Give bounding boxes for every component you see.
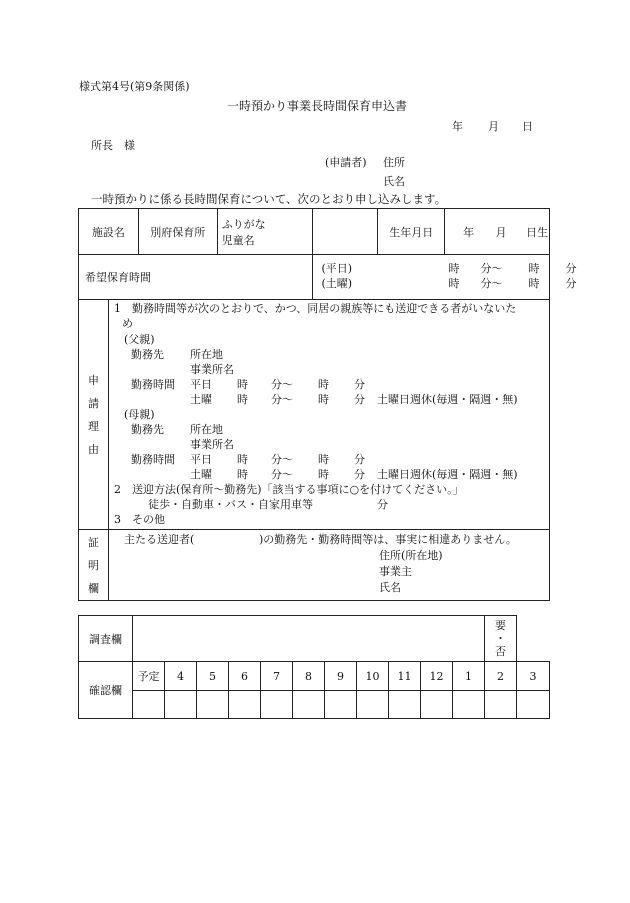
month-header: 10 [357,662,389,691]
date-month-label: 月 [488,120,499,133]
reason-label-char: 理 [87,419,99,433]
date-day-label: 日 [522,120,533,133]
intro-text: 一時預かりに係る長時間保育について、次のとおり申し込みします。 [91,192,447,206]
desired-time-field[interactable] [313,255,577,300]
cert-employer-label: 事業主 [378,565,412,578]
month-header: 11 [389,662,421,691]
child-name-field[interactable] [313,209,378,255]
cert-label-char: 証 [87,535,99,549]
saturday-label: (土曜) [321,277,353,290]
month-header: 12 [421,662,453,691]
month-header: 8 [293,662,325,691]
weekday-from-minute: 分〜 [480,262,503,275]
father-label: (父親) [123,333,155,346]
cert-address-label: 住所(所在地) [378,549,443,562]
mother-office-label: 事業所名 [189,438,234,451]
reason-3: 3 その他 [113,513,165,526]
confirm-cell[interactable] [517,691,550,719]
form-number: 様式第4号(第9条関係) [79,80,190,93]
survey-field[interactable] [133,616,485,662]
father-weekday: 平日 [189,378,212,391]
application-table [78,208,577,601]
confirm-cell[interactable] [389,691,421,719]
need-label-char: 要 [495,619,506,632]
father-weekday-from-hour: 時 [236,378,248,391]
confirm-cell[interactable] [165,691,197,719]
confirm-cell[interactable] [197,691,229,719]
reason-label-char: 申 [87,373,99,387]
mother-weekday-to-hour: 時 [317,453,329,466]
month-header: 1 [453,662,485,691]
father-saturday: 土曜 [189,393,212,406]
mother-saturday: 土曜 [189,468,212,481]
weekday-from-hour: 時 [448,262,460,275]
mother-hours-label: 勤務時間 [130,453,175,466]
mother-label: (母親) [123,408,155,421]
father-saturday-from-hour: 時 [236,393,248,406]
month-header: 6 [229,662,261,691]
father-weekday-to-minute: 分 [353,378,365,391]
father-workplace-label: 勤務先 [130,348,164,361]
confirm-cell[interactable] [261,691,293,719]
cert-text-2: )の勤務先・勤務時間等は、事実に相違ありません。 [258,533,517,546]
applicant-label: (申請者) [325,156,367,169]
weekday-to-minute: 分 [565,262,577,275]
date-year-label: 年 [452,120,463,133]
mother-saturday-holiday: 土曜日週休(毎週・隔週・無) [376,468,518,481]
father-hours-label: 勤務時間 [130,378,175,391]
desired-time-label: 希望保育時間 [79,255,313,300]
father-saturday-holiday: 土曜日週休(毎週・隔週・無) [376,393,518,406]
birth-year-label: 年 [463,225,475,239]
mother-saturday-to-minute: 分 [353,468,365,481]
birth-month-label: 月 [495,225,507,239]
confirm-label: 確認欄 [79,662,133,719]
cert-label-char: 欄 [87,581,99,595]
weekday-label: (平日) [321,262,353,275]
child-name-label-cell [217,209,313,255]
reason-1-cont: め [121,317,133,330]
confirm-cell[interactable] [485,691,517,719]
father-weekday-from-minute: 分〜 [270,378,293,391]
reason-label-char: 由 [87,442,99,456]
schedule-label: 予定 [133,662,165,691]
confirm-cell[interactable] [421,691,453,719]
father-weekday-to-hour: 時 [317,378,329,391]
furigana-label: ふりがな [221,217,266,231]
month-header: 4 [165,662,197,691]
weekday-to-hour: 時 [528,262,540,275]
father-office-label: 事業所名 [189,363,234,376]
month-header: 2 [485,662,517,691]
need-label-char: 否 [495,645,506,658]
saturday-from-hour: 時 [448,277,460,290]
saturday-to-hour: 時 [528,277,540,290]
address-label: 住所 [383,156,405,169]
child-name-label: 児童名 [221,233,255,247]
reason-label-char: 請 [87,396,99,410]
confirm-cell[interactable] [453,691,485,719]
transport-options: 徒歩・自動車・バス・自家用車等 [147,498,313,511]
need-label [485,616,517,662]
mother-weekday-from-minute: 分〜 [270,453,293,466]
mother-saturday-from-minute: 分〜 [270,468,293,481]
father-saturday-to-minute: 分 [353,393,365,406]
month-header: 9 [325,662,357,691]
mother-saturday-from-hour: 時 [236,468,248,481]
mother-saturday-to-hour: 時 [317,468,329,481]
facility-label: 施設名 [79,209,139,255]
mother-weekday-from-hour: 時 [236,453,248,466]
father-saturday-to-hour: 時 [317,393,329,406]
confirm-cell[interactable] [229,691,261,719]
office-use-table [78,615,550,719]
birthdate-label: 生年月日 [378,209,445,255]
survey-label: 調査欄 [79,616,133,662]
transport-minutes: 分 [376,498,388,511]
mother-location-label: 所在地 [189,423,223,436]
cert-label-char: 明 [87,558,99,572]
confirm-cell[interactable] [325,691,357,719]
mother-weekday-to-minute: 分 [353,453,365,466]
confirm-cell[interactable] [133,691,165,719]
reason-content [108,300,549,530]
father-location-label: 所在地 [189,348,223,361]
page-title: 一時預かり事業長時間保育申込書 [227,99,408,113]
mother-workplace-label: 勤務先 [130,423,164,436]
cert-text-1: 主たる送迎者( [123,533,195,546]
name-label: 氏名 [383,175,405,188]
facility-value: 別府保育所 [138,209,217,255]
saturday-to-minute: 分 [565,277,577,290]
mother-weekday: 平日 [189,453,212,466]
saturday-from-minute: 分〜 [480,277,503,290]
reason-1: 1 勤務時間等が次のとおりで、かつ、同居の親族等にも送迎できる者がいないた [113,302,517,315]
cert-name-label: 氏名 [378,581,401,594]
birth-day-label: 日生 [526,225,549,239]
month-header: 7 [261,662,293,691]
reason-2: 2 送迎方法(保育所〜勤務先)「該当する事項に○を付けてください。」 [113,483,464,496]
cert-content [108,530,549,601]
confirm-cell[interactable] [293,691,325,719]
month-header: 3 [517,662,550,691]
cert-label [79,530,109,601]
need-label-char: ・ [495,632,506,645]
addressee: 所長 様 [91,139,135,152]
reason-label [79,300,109,530]
father-saturday-from-minute: 分〜 [270,393,293,406]
confirm-cell[interactable] [357,691,389,719]
birthdate-field[interactable] [445,209,550,255]
month-header: 5 [197,662,229,691]
